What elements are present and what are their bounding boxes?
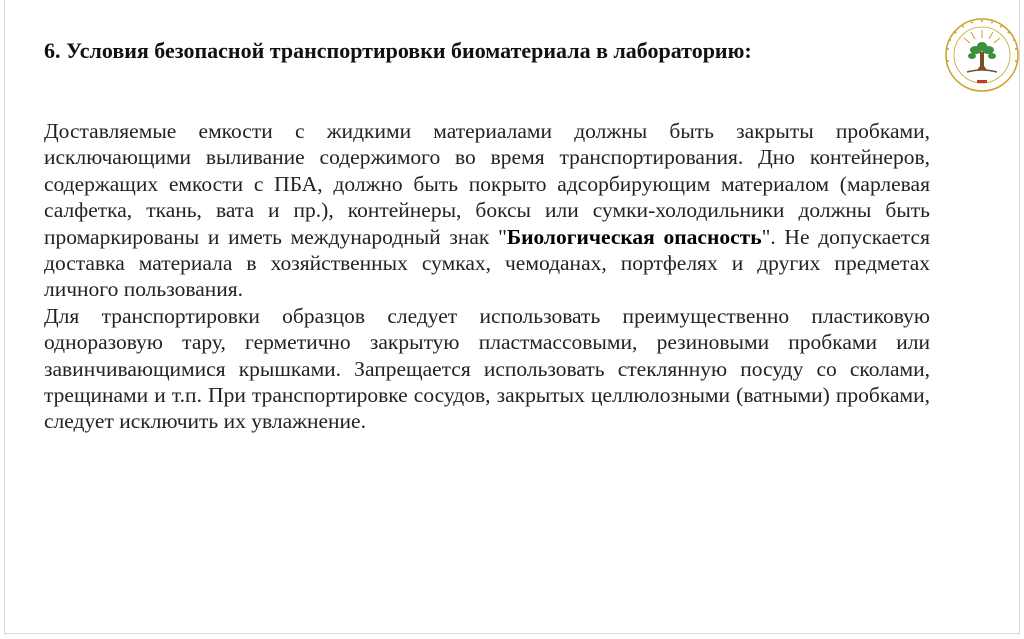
tree-emblem-icon-graphic: [943, 16, 1021, 94]
paragraph-1-text-start: Доставляемые емкости с жидкими материалами должны быть закрыты пробками, исключающими выливание содержимого во время транспортирования. Дно контейнеров, содержащих емкости с ПБА, должно быть покрыто адсорбирующим материалом (марлевая салфетка, ткань, вата и пр.), контейнеры, боксы или сумки-холодильники должны быть промаркированы и иметь международный знак ": [44, 119, 930, 249]
body-text: [44, 118, 930, 435]
slide-title: 6. Условия безопасной транспортировки биоматериала в лабораторию:: [44, 38, 752, 63]
paragraph-1-text-end: ". Не допускается доставка материала в хозяйственных сумках, чемоданах, портфелях и других предметах личного пользования.: [44, 224, 930, 302]
paragraph-transport-containers: [44, 118, 930, 303]
biohazard-sign-label: Биологическая опасность: [506, 224, 762, 249]
tree-emblem-icon: [943, 16, 1021, 94]
paragraph-sample-packaging: Для транспортировки образцов следует использовать преимущественно пластиковую одноразовую тару, герметично закрытую пластмассовыми, резиновыми пробками или завинчивающимися крышками. Запрещается использовать стеклянную посуду со сколами, трещинами и т.п. При транспортировке сосудов, закрытых целлюлозными (ватными) пробками, следует исключить их увлажнение.: [44, 303, 930, 434]
slide: [4, 0, 1020, 634]
